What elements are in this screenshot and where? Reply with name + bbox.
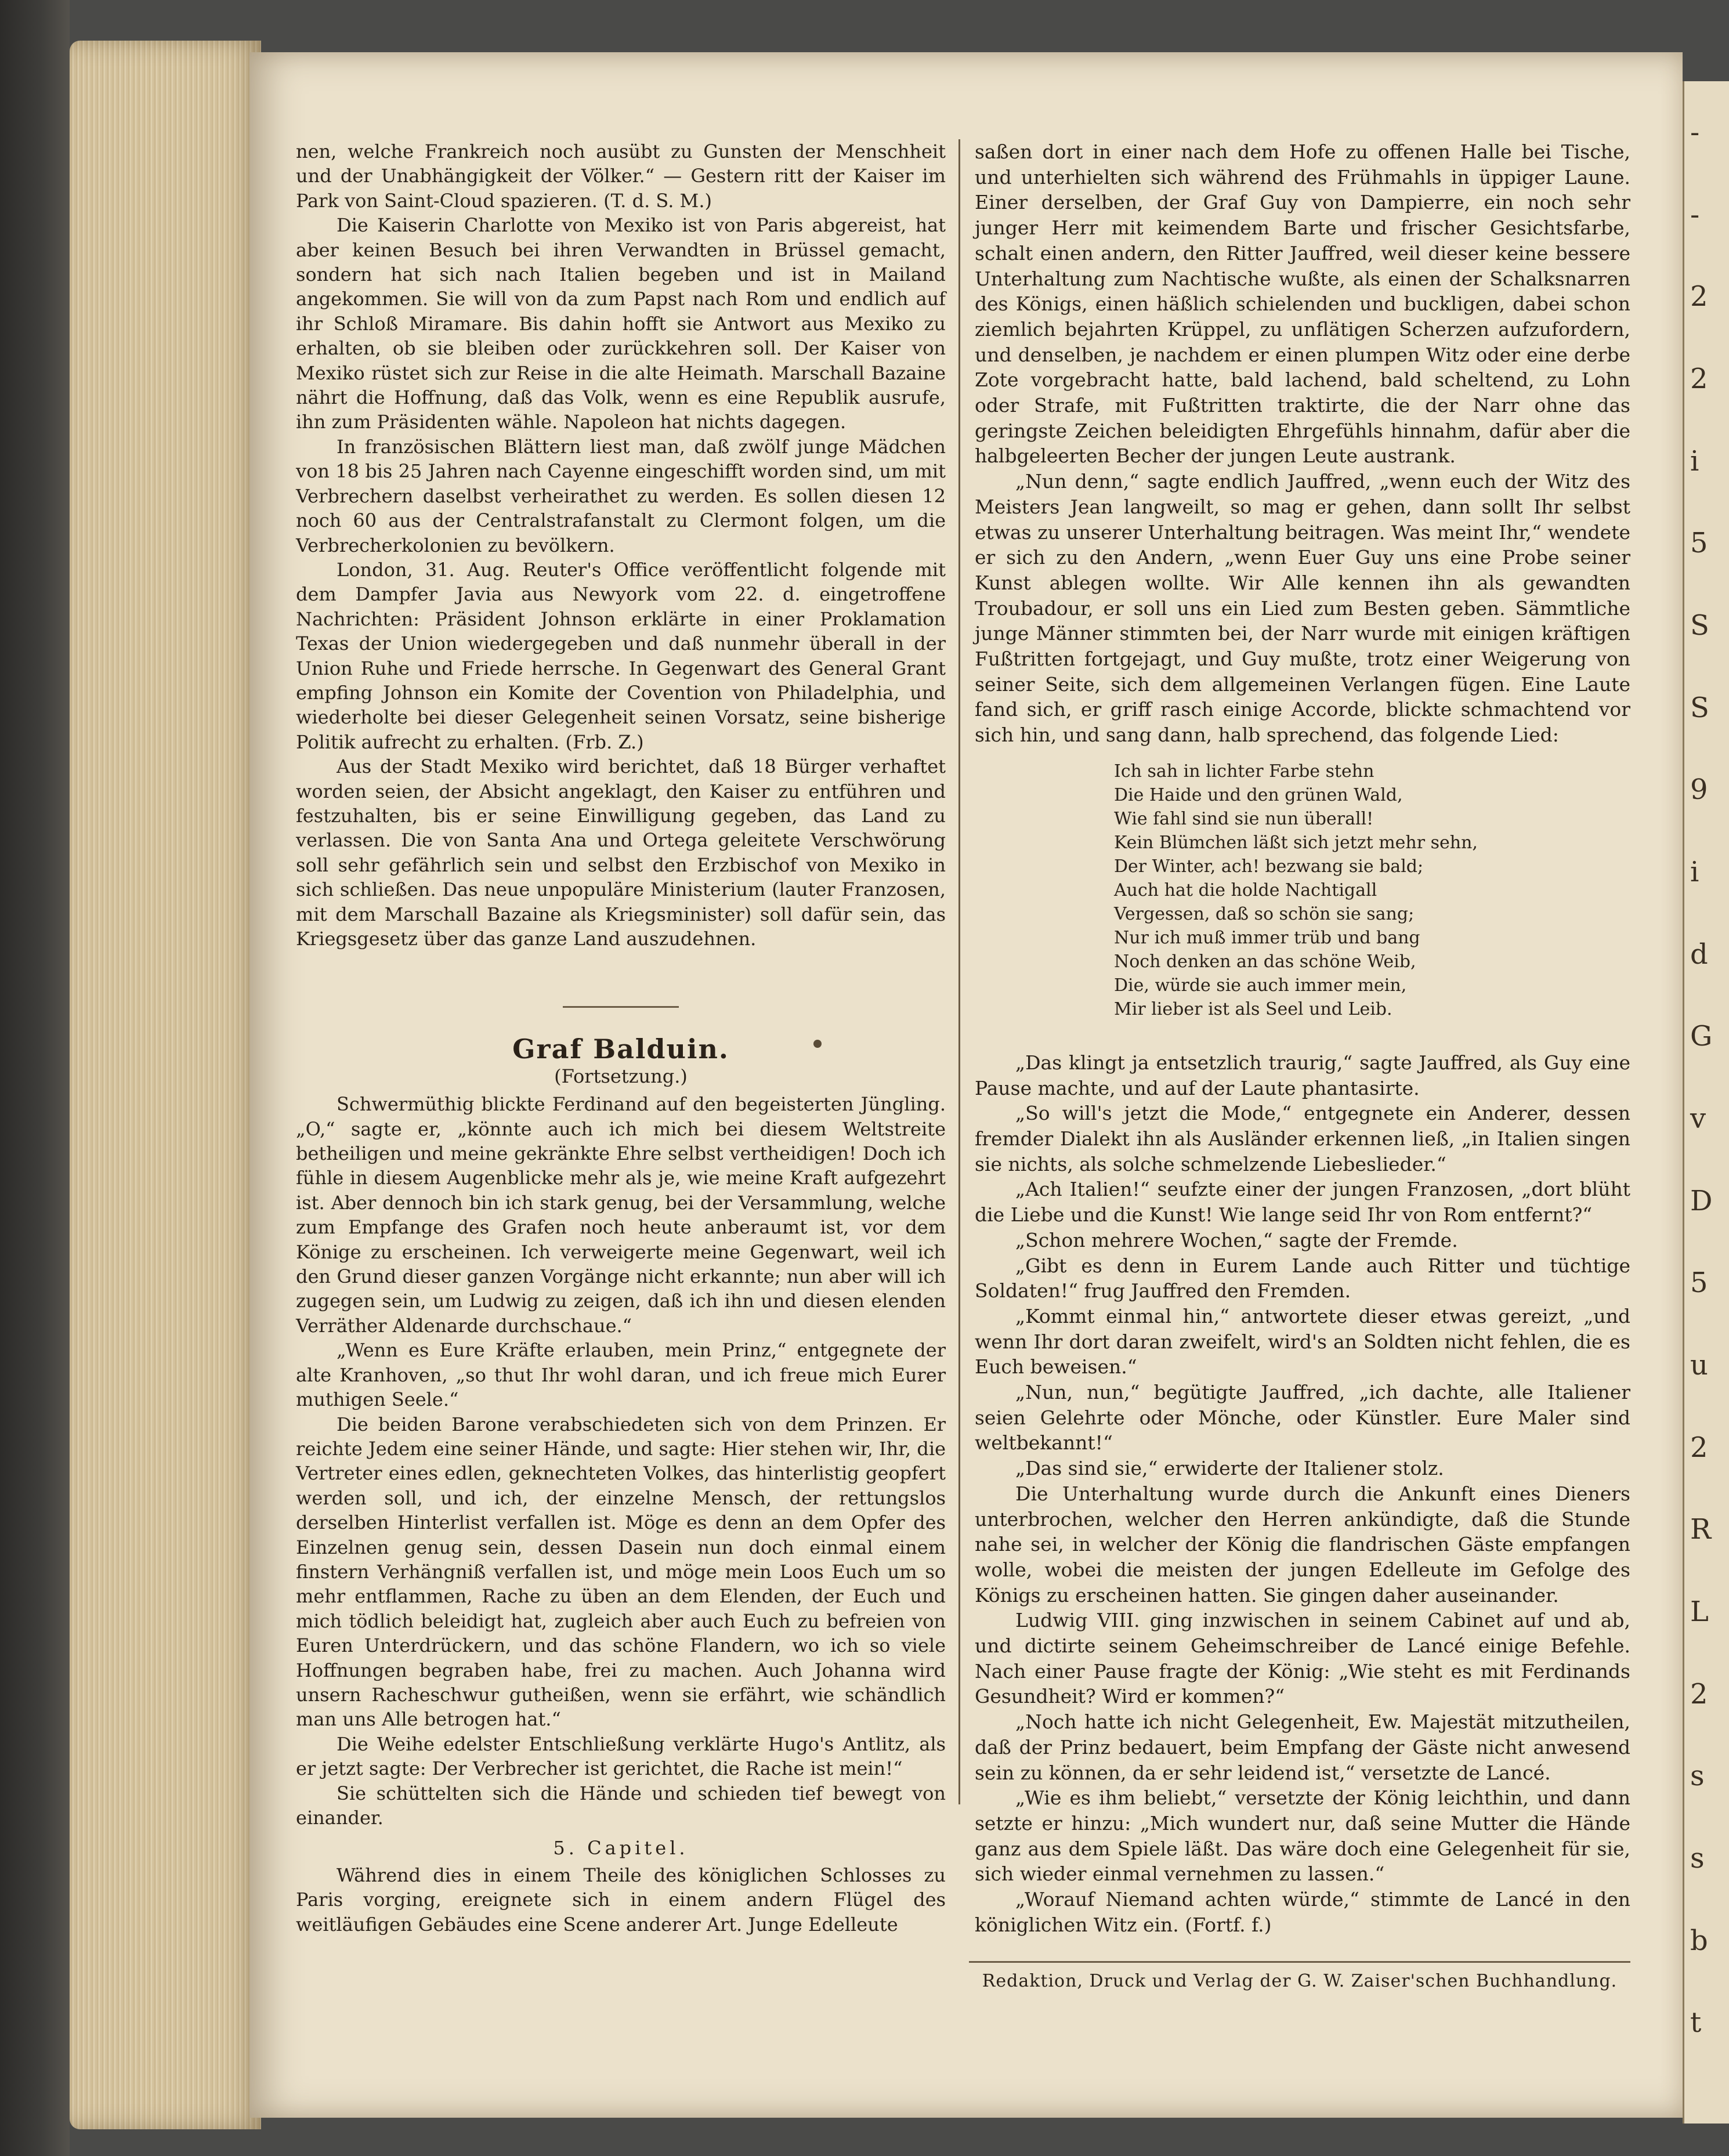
next-page-glyph: i [1690,444,1699,477]
story-paragraph: Ludwig VIII. ging inzwischen in seinem Cabinet auf und ab, und dictirte seinem Geheimschreiber de Lancé einige Befehle. Nach einer Pause fragte der König: „Wie steht es mit Ferdinands Gesundheit? Wird er kommen?“ [975,1609,1630,1708]
poem-line: Nur ich muß immer trüb und bang [1114,927,1420,948]
left-column [296,139,946,1937]
column-divider [958,139,960,1804]
poem-line: Vergessen, daß so schön sie sang; [1114,903,1415,924]
poem-line: Mir lieber ist als Seel und Leib. [1114,999,1392,1019]
next-page-glyph: 5 [1690,1267,1708,1300]
poem-line: Die, würde sie auch immer mein, [1114,975,1407,996]
poem-line: Auch hat die holde Nachtigall [1114,880,1377,900]
next-page-glyph: b [1690,1924,1708,1957]
next-page-edge [1683,81,1729,2124]
book-binding [0,0,70,2156]
next-page-glyph: 2 [1690,280,1708,313]
poem-line: Der Winter, ach! bezwang sie bald; [1114,856,1424,877]
story-paragraph: „Wenn es Eure Kräfte erlauben, mein Prinz,“ entgegnete der alte Kranhoven, „so thut Ihr wohl daran, und ich freue mich Eurer muthigen Seele.“ [296,1339,946,1411]
story-subtitle: (Fortsetzung.) [554,1065,688,1087]
colophon: Redaktion, Druck und Verlag der G. W. Zaiser'schen Buchhandlung. [969,1961,1630,1991]
next-page-glyph: i [1690,856,1699,888]
story-paragraph: Die Unterhaltung wurde durch die Ankunft eines Dieners unterbrochen, welcher den Herren ankündigte, daß die Stunde nahe sei, in welcher der König die flandrischen Gäste empfangen wolle, wobei die meisten der jungen Edelleute im Gefolge des Königs zu erscheinen hatten. Sie gingen daher auseinander. [975,1482,1630,1607]
next-page-glyph: 2 [1690,1677,1708,1710]
ornament-dot [813,1040,822,1048]
next-page-glyph: s [1690,1842,1705,1875]
story-paragraph: Während dies in einem Theile des königlichen Schlosses zu Paris vorging, ereignete sich in einem andern Flügel des weitläufigen Gebäudes eine Scene anderer Art. Junge Edelleute [296,1864,946,1936]
next-page-glyph: u [1690,1349,1708,1381]
next-page-glyph: t [1690,2006,1702,2039]
story-paragraph: „Das klingt ja entsetzlich traurig,“ sagte Jauffred, als Guy eine Pause machte, und auf der Laute phantasirte. [975,1051,1630,1099]
next-page-glyph: G [1690,1020,1713,1053]
next-page-glyph: - [1690,116,1700,149]
news-paragraph: London, 31. Aug. Reuter's Office veröffentlicht folgende mit dem Dampfer Javia aus Newyork vom 22. d. eingetroffene Nachrichten: Präsident Johnson erklärte in einer Proklamation Texas der Union wiedergegeben und daß nunmehr überall in der Union Ruhe und Friede herrsche. In Gegenwart des General Grant empfing Johnson ein Komite der Covention von Philadelphia, und wiederholte bei dieser Gelegenheit seinen Vorsatz, seine bisherige Politik aufrecht zu erhalten. (Frb. Z.) [296,558,946,753]
story-paragraph: „Worauf Niemand achten würde,“ stimmte de Lancé in den königlichen Witz ein. (Fortf. f.) [975,1888,1630,1936]
story-paragraph: „Gibt es denn in Eurem Lande auch Ritter und tüchtige Soldaten!“ frug Jauffred den Fremden. [975,1254,1630,1303]
next-page-glyph: S [1690,691,1709,724]
page-edges [70,41,261,2129]
next-page-glyph: D [1690,1184,1713,1217]
story-paragraph: „Das sind sie,“ erwiderte der Italiener stolz. [1015,1457,1444,1480]
next-page-glyph: S [1690,609,1709,642]
news-section [296,139,946,951]
story-title: Graf Balduin. [512,1033,729,1065]
poem-line: Wie fahl sind sie nun überall! [1114,808,1374,829]
next-page-glyph: 2 [1690,363,1708,395]
chapter-heading: 5. Capitel. [553,1837,689,1860]
next-page-glyph: s [1690,1760,1705,1793]
news-paragraph: In französischen Blättern liest man, daß zwölf junge Mädchen von 18 bis 25 Jahren nach Cayenne eingeschifft worden sind, um mit Verbrechern daselbst verheirathet zu werden. Es sollen diesen 12 noch 60 aus der Centralstrafanstalt zu Clermont folgen, um die Verbrecherkolonien zu bevölkern. [296,435,946,556]
story-paragraph: „Noch hatte ich nicht Gelegenheit, Ew. Majestät mitzutheilen, daß der Prinz bedauert, beim Empfang der Gäste nicht anwesend sein zu können, da er sehr leidend ist,“ versetzte de Lancé. [975,1710,1630,1784]
poem-line: Kein Blümchen läßt sich jetzt mehr sehn, [1114,832,1478,853]
story-paragraph: Sie schüttelten sich die Hände und schieden tief bewegt von einander. [296,1782,946,1829]
story-paragraph: saßen dort in einer nach dem Hofe zu offenen Halle bei Tische, und unterhielten sich während des Frühmahls in üppiger Laune. Einer derselben, der Graf Guy von Dampierre, ein noch sehr junger Herr mit keimendem Barte und frischer Gesichtsfarbe, schalt einen andern, den Ritter Jauffred, weil dieser keine bessere Unterhaltung zum Nachtische wußte, als einen der Schalksnarren des Königs, einen häßlich schielenden und buckligen, dabei schon ziemlich bejahrten Krüppel, zu unflätigen Scherzen aufzufordern, und denselben, je nachdem er einen plumpen Witz oder eine derbe Zote vorgebracht hatte, bald lachend, bald scheltend, zu Lohn oder Strafe, mit Fußtritten traktirte, die der Narr ohne das geringste Zeichen beleidigten Ehrgefühls hinnahm, dafür aber die halbgeleerten Becher der jungen Leute austrank. [975,140,1630,468]
next-page-glyph: L [1690,1596,1709,1628]
next-page-glyph: 2 [1690,1431,1708,1464]
story-paragraph: Schwermüthig blickte Ferdinand auf den begeisterten Jüngling. „O,“ sagte er, „könnte auch ich mich bei diesem Weltstreite betheiligen und meine gekränkte Ehre selbst vertheidigen! Doch ich fühle in diesem Augenblicke mehr als je, wie meine Kraft aufgezehrt ist. Aber dennoch bin ich stark genug, bei der Versammlung, welche zum Empfange des Grafen noch heute anberaumt ist, vor dem Könige zu erscheinen. Ich verweigerte meine Gegenwart, weil ich den Grund dieser ganzen Vorgänge nicht erkannte; nun aber will ich zugegen sein, um Ludwig zu zeigen, daß ich ihn und diesen elenden Verräther Aldenarde durchschaue.“ [296,1093,946,1337]
poem-line: Die Haide und den grünen Wald, [1114,784,1403,805]
next-page-glyph: 5 [1690,527,1708,560]
story-paragraph: „Schon mehrere Wochen,“ sagte der Fremde. [1015,1228,1458,1251]
story-paragraph: „Nun, nun,“ begütigte Jauffred, „ich dachte, alle Italiener seien Gelehrte oder Mönche, oder Künstler. Eure Maler sind weltbekannt!“ [975,1381,1630,1455]
story-paragraph: „Kommt einmal hin,“ antwortete dieser etwas gereizt, „und wenn Ihr dort daran zweifelt, wird's an Soldten nicht fehlen, die es Euch beweisen.“ [975,1304,1630,1379]
news-paragraph: nen, welche Frankreich noch ausübt zu Gunsten der Menschheit und der Unabhängigkeit der Völker.“ — Gestern ritt der Kaiser im Park von Saint-Cloud spazieren. (T. d. S. M.) [296,140,946,212]
poem-line: Ich sah in lichter Farbe stehn [1114,761,1374,782]
story-paragraph: „So will's jetzt die Mode,“ entgegnete ein Anderer, dessen fremder Dialekt ihn als Ausländer erkennen ließ, „in Italien singen sie nichts, als solche schmelzende Liebeslieder.“ [975,1102,1630,1175]
poem [1114,759,1630,1021]
news-paragraph: Aus der Stadt Mexiko wird berichtet, daß 18 Bürger verhaftet worden seien, der Absicht angeklagt, den Kaiser zu entführen und festzuhalten, bis er seine Einwilligung gegeben, das Land zu verlassen. Die von Santa Ana und Ortega geleitete Verschwörung soll sehr gefährlich sein und selbst den Erzbischof von Mexiko in sich schließen. Das neue unpopuläre Ministerium (lauter Franzosen, mit dem Marschall Bazaine als Kriegsminister) soll dafür sein, das Kriegsgesetz über das ganze Land auszudehnen. [296,755,946,950]
story-paragraph: „Ach Italien!“ seufzte einer der jungen Franzosen, „dort blüht die Liebe und die Kunst! Wie lange seid Ihr von Rom entfernt?“ [975,1178,1630,1227]
next-page-glyph: R [1690,1513,1712,1546]
next-page-glyph: 9 [1690,773,1708,806]
next-page-glyph: d [1690,938,1708,971]
story-paragraph: Die beiden Barone verabschiedeten sich von dem Prinzen. Er reichte Jedem eine seiner Hände, und sagte: Hier stehen wir, Ihr, die Vertreter eines edlen, geknechteten Volkes, das hinterlistig geopfert werden soll, und ich, der einzelne Mensch, der rettungslos derselben Hinterlist verfallen ist. Möge es denn an dem Opfer des Einzelnen genug sein, dessen Dasein nun doch einmal einem finstern Verhängniß verfallen ist, und möge mein Loos Euch um so mehr entflammen, Rache zu üben an dem Elenden, der Euch und mich tödlich beleidigt hat, zugleich aber auch Euch zu befreien von Euren Unterdrückern, und das schöne Flandern, wo ich so viele Hoffnungen begraben habe, frei zu machen. Auch Johanna wird unsern Racheschwur gutheißen, wenn sie erfährt, wie schändlich man uns Alle betrogen hat.“ [296,1413,946,1731]
story-paragraph: „Nun denn,“ sagte endlich Jauffred, „wenn euch der Witz des Meisters Jean langweilt, so mag er gehen, dann sollt Ihr selbst etwas zu unserer Unterhaltung beitragen. Was meint Ihr,“ wendete er sich zu den Andern, „wenn Euer Guy uns eine Probe seiner Kunst ablegen wollte. Wir Alle kennen ihn als gewandten Troubadour, er soll uns ein Lied zum Besten geben. Sämmtliche junge Männer stimmten bei, der Narr wurde mit einigen kräftigen Fußtritten fortgejagt, und Guy mußte, trotz einer Weigerung von seiner Seite, sich dem allgemeinen Verlangen fügen. Eine Laute fand sich, er griff rasch einige Accorde, blickte schmachtend vor sich hin, und sang dann, halb sprechend, das folgende Lied: [975,470,1630,747]
news-paragraph: Die Kaiserin Charlotte von Mexiko ist von Paris abgereist, hat aber keinen Besuch bei ihren Verwandten in Brüssel gemacht, sondern hat sich nach Italien begeben und ist in Mailand angekommen. Sie will von da zum Papst nach Rom und endlich auf ihr Schloß Miramare. Bis dahin hofft sie Antwort aus Mexiko zu erhalten, ob sie bleiben oder zurückkehren soll. Der Kaiser von Mexiko rüstet sich zur Reise in die alte Heimath. Marschall Bazaine nährt die Hoffnung, daß das Volk, wenn es eine Republik ausrufe, ihn zum Präsidenten wähle. Napoleon hat nichts dagegen. [296,214,946,433]
story-paragraph: „Wie es ihm beliebt,“ versetzte der König leichthin, und dann setzte er hinzu: „Mich wundert nur, daß seine Mutter die Hände ganz aus dem Spiele läßt. Das wäre doch eine Gelegenheit für sie, sich wieder einmal vernehmen zu lassen.“ [975,1786,1630,1886]
poem-line: Noch denken an das schöne Weib, [1114,951,1416,972]
next-page-glyph: v [1690,1102,1706,1135]
next-page-glyph: - [1690,198,1700,231]
story-paragraph: Die Weihe edelster Entschließung verklärte Hugo's Antlitz, als er jetzt sagte: Der Verbrecher ist gerichtet, die Rache ist mein!“ [296,1732,946,1780]
right-column [975,139,1630,1937]
section-separator [563,1006,679,1008]
